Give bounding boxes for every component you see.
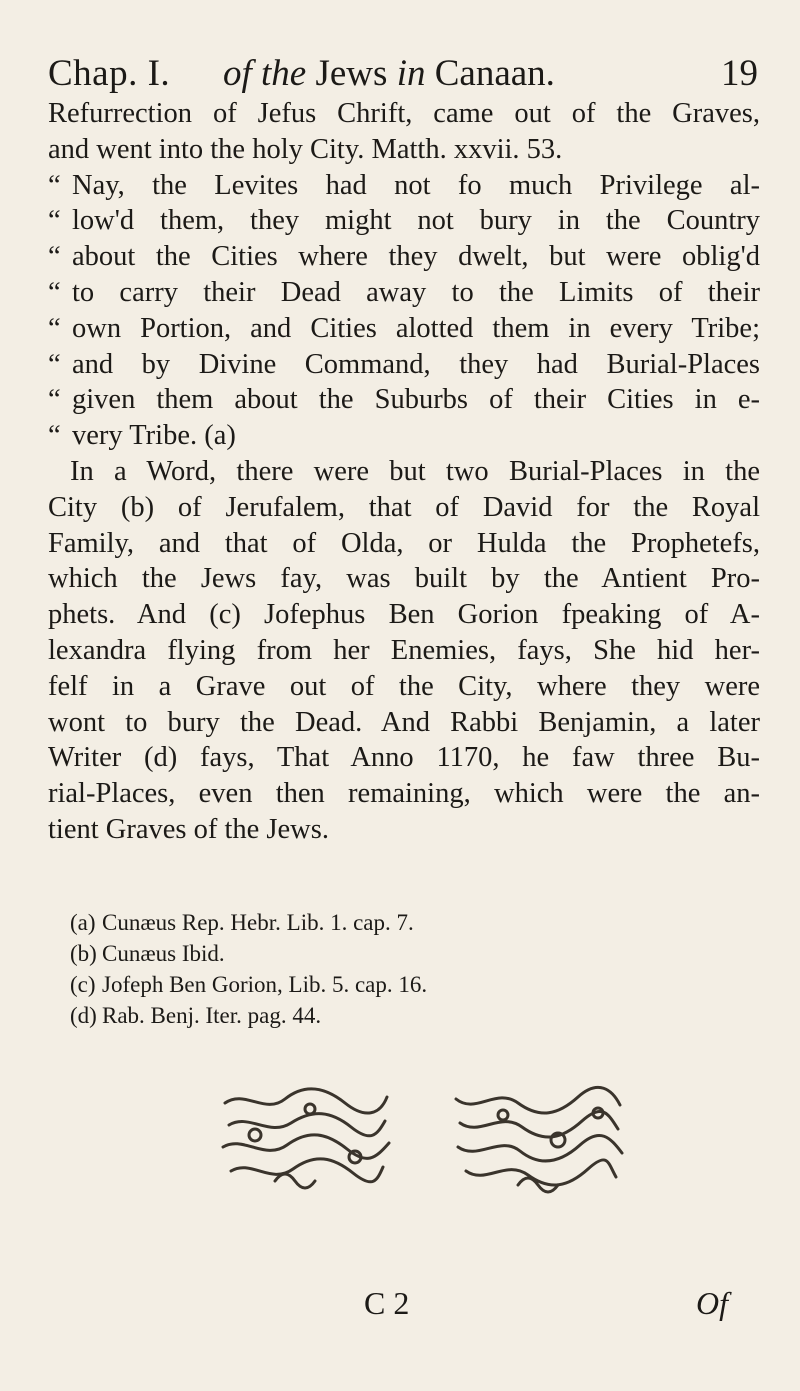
- running-title-jews: Jews: [315, 53, 388, 94]
- body-line-text: City (b) of Jerufalem, that of David for the Royal: [48, 491, 760, 523]
- footnote-text: Jofeph Ben Gorion, Lib. 5. cap. 16.: [102, 972, 428, 997]
- body-line: [48, 239, 760, 275]
- body-line-text: and went into the holy City. Matth. xxvii. 53.: [48, 133, 563, 165]
- body-line-text: to carry their Dead away to the Limits of their: [72, 276, 760, 308]
- footnote: [70, 969, 730, 1000]
- body-line-text: about the Cities where they dwelt, but were oblig'd: [72, 241, 760, 273]
- body-line-text: lexandra flying from her Enemies, fays, She hid her-: [48, 634, 760, 666]
- body-line-text: given them about the Suburbs of their Cities in e-: [72, 384, 760, 416]
- printers-ornament-left: [215, 1085, 395, 1200]
- body-line-text: Refurrection of Jefus Chrift, came out of the Graves,: [48, 98, 760, 129]
- quote-mark: “: [48, 312, 61, 344]
- body-line: [48, 418, 760, 454]
- chapter-label: Chap. I.: [48, 53, 171, 94]
- body-line-text: which the Jews fay, was built by the Antient Pro-: [48, 563, 760, 595]
- body-line-text: rial-Places, even then remaining, which were the an-: [48, 778, 760, 810]
- page-number: 19: [721, 53, 758, 94]
- printers-ornament-right: [448, 1085, 628, 1200]
- footnote-mark: (b): [70, 941, 97, 966]
- footnote-text: Cunæus Rep. Hebr. Lib. 1. cap. 7.: [102, 910, 414, 935]
- running-title-of-the: of the: [223, 53, 316, 94]
- body-line: [48, 382, 760, 418]
- quote-mark: “: [48, 241, 61, 273]
- footnote-text: Rab. Benj. Iter. pag. 44.: [102, 1003, 322, 1028]
- running-title-canaan: Canaan.: [434, 53, 555, 94]
- body-line: [48, 275, 760, 311]
- quote-mark: “: [48, 276, 61, 308]
- body-line: [48, 705, 760, 741]
- catchword: Of: [696, 1285, 728, 1321]
- body-line: [48, 526, 760, 562]
- body-line: [48, 203, 760, 239]
- body-line-text: tient Graves of the Jews.: [48, 813, 329, 845]
- footnote-text: Cunæus Ibid.: [102, 941, 225, 966]
- running-title-in: in: [387, 53, 435, 94]
- body-line: [48, 168, 760, 204]
- quote-mark: “: [48, 169, 61, 201]
- quote-mark: “: [48, 420, 61, 452]
- body-line: [48, 311, 760, 347]
- body-line: [48, 597, 760, 633]
- body-line: [48, 633, 760, 669]
- body-line-text: In a Word, there were but two Burial-Places in the: [70, 455, 760, 487]
- quote-mark: “: [48, 348, 61, 380]
- footnotes: [70, 907, 730, 1031]
- body-line: [48, 490, 760, 526]
- body-line-text: phets. And (c) Jofephus Ben Gorion fpeaking of A-: [48, 599, 760, 631]
- running-title: [223, 48, 555, 100]
- body-line-text: very Tribe. (a): [72, 420, 236, 452]
- body-line-text: low'd them, they might not bury in the Country: [72, 205, 760, 237]
- quote-mark: “: [48, 384, 61, 416]
- body-line: [48, 454, 760, 490]
- footnote-mark: (c): [70, 972, 96, 997]
- running-header: [48, 48, 758, 100]
- body-line: [48, 132, 760, 168]
- body-line: [48, 561, 760, 597]
- body-line-text: felf in a Grave out of the City, where they were: [48, 670, 760, 702]
- footnote: [70, 907, 730, 938]
- quote-mark: “: [48, 205, 61, 237]
- body-line-text: Nay, the Levites had not fo much Privilege al-: [72, 169, 760, 201]
- body-line: [48, 96, 760, 132]
- body-line-text: wont to bury the Dead. And Rabbi Benjamin, a later: [48, 706, 760, 738]
- body-text: [48, 96, 760, 848]
- body-line: [48, 669, 760, 705]
- body-line: [48, 776, 760, 812]
- body-line-text: Writer (d) fays, That Anno 1170, he faw three Bu-: [48, 742, 760, 774]
- footnote: [70, 938, 730, 969]
- body-line-text: own Portion, and Cities alotted them in every Tribe;: [72, 312, 760, 344]
- footnote-mark: (a): [70, 910, 96, 935]
- body-line-text: Family, and that of Olda, or Hulda the Prophetefs,: [48, 527, 760, 559]
- footnote: [70, 1000, 730, 1031]
- footnote-mark: (d): [70, 1003, 97, 1028]
- signature-mark: C 2: [364, 1285, 410, 1321]
- body-line-text: and by Divine Command, they had Burial-Places: [72, 348, 760, 380]
- body-line: [48, 347, 760, 383]
- body-line: [48, 740, 760, 776]
- body-line: [48, 812, 760, 848]
